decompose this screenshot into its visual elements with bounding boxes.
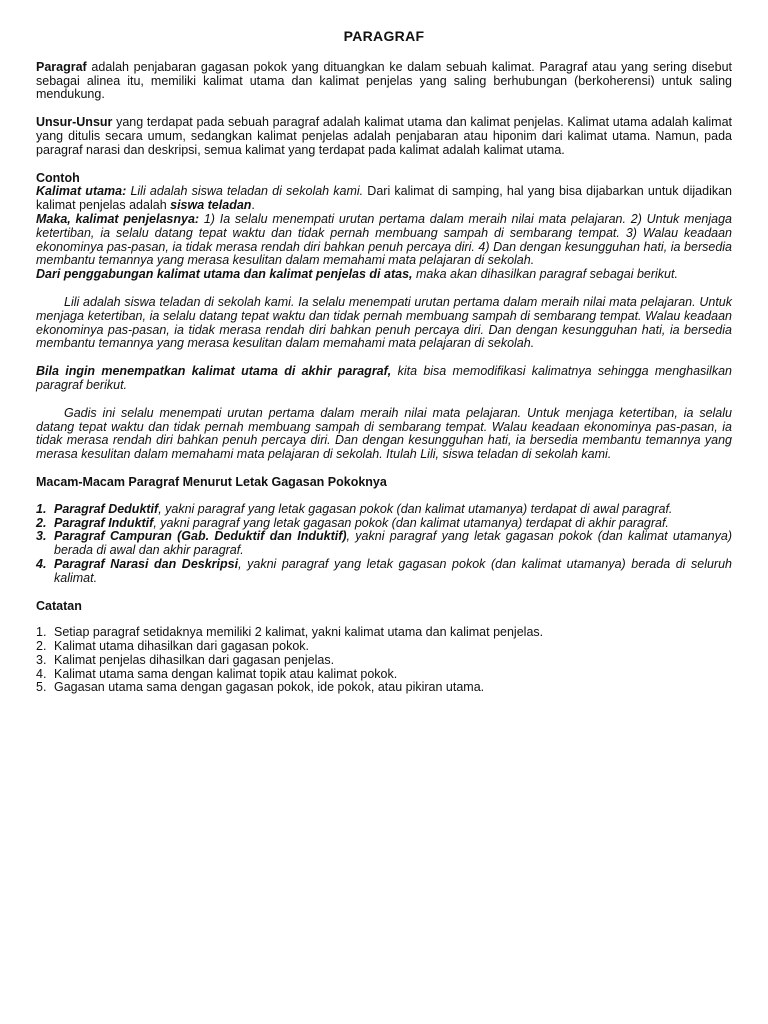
note-item	[36, 654, 732, 668]
samping-text: Dari kalimat di samping, hal yang bisa dijabarkan untuk dijadikan kalimat penjelas adalah	[36, 184, 732, 213]
list-item-number: 1.	[36, 501, 47, 516]
example-paragraph-2	[36, 407, 732, 462]
period: .	[251, 198, 255, 213]
note-item	[36, 626, 732, 640]
gabung-paragraph	[36, 268, 732, 282]
catatan-heading: Catatan	[36, 598, 82, 613]
penjelas-text: 1) Ia selalu menempati urutan pertama dalam meraih nilai mata pelajaran. 2) Untuk menjaga ketertiban, ia selalu datang tepat waktu dan tidak pernah membuang sampah di sembarang tempat. 3) Walau keadaan ekonominya pas-pasan, ia tidak merasa rendah diri bahkan penuh percaya diri. 4) Dan dengan kesungguhan hati, ia bersedia membantu temannya yang merasa kesulitan dalam memahami mata pelajaran di sekolah.	[36, 211, 732, 268]
list-item-desc: , yakni paragraf yang letak gagasan pokok (dan kalimat utamanya) terdapat di awal paragraf.	[158, 501, 673, 516]
list-item-number: 3.	[36, 529, 47, 544]
list-item-name: Paragraf Narasi dan Deskripsi	[54, 556, 239, 571]
note-number: 4.	[36, 666, 47, 681]
list-item-desc: , yakni paragraf yang letak gagasan pokok (dan kalimat utamanya) berada di seluruh kalimat.	[54, 556, 732, 585]
contoh-heading: Contoh	[36, 170, 80, 185]
list-item-number: 4.	[36, 556, 47, 571]
akhir-paragraph	[36, 365, 732, 393]
note-item	[36, 668, 732, 682]
macam-heading: Macam-Macam Paragraf Menurut Letak Gagasan Pokoknya	[36, 474, 387, 489]
gabung-text: maka akan dihasilkan paragraf sebagai berikut.	[412, 267, 678, 282]
intro-paragraph	[36, 61, 732, 102]
intro-term: Paragraf	[36, 59, 87, 74]
note-number: 2.	[36, 639, 47, 654]
example-paragraph-2-text: Gadis ini selalu menempati urutan pertama dalam meraih nilai mata pelajaran. Untuk menjaga ketertiban, ia selalu datang tepat waktu dan tidak pernah membuang sampah di sembarang tempat. Walau keadaan ekonominya pas-pasan, ia tidak merasa rendah diri bahkan penuh percaya diri. Dan dengan kesungguhan hati, ia bersedia membantu temannya yang merasa kesulitan dalam memahami mata pelajaran di sekolah. Itulah Lili, siswa teladan di sekolah kami.	[36, 405, 732, 462]
list-item	[36, 517, 732, 531]
unsur-text: yang terdapat pada sebuah paragraf adalah kalimat utama dan kalimat penjelas. Kalimat utama adalah kalimat yang ditulis secara umum, sedangkan kalimat penjelas adalah penjabaran atau hiponim dari kalimat utama. Namun, pada paragraf narasi dan deskripsi, semua kalimat yang terdapat pada kalimat adalah kalimat utama.	[36, 115, 732, 157]
list-item-number: 2.	[36, 515, 47, 530]
akhir-label: Bila ingin menempatkan kalimat utama di akhir paragraf,	[36, 364, 392, 379]
list-item-name: Paragraf Campuran (Gab. Deduktif dan Induktif)	[54, 529, 347, 544]
list-item	[36, 530, 732, 558]
note-item	[36, 640, 732, 654]
note-number: 1.	[36, 625, 47, 640]
list-item-name: Paragraf Deduktif	[54, 501, 159, 516]
list-item-desc: , yakni paragraf yang letak gagasan pokok (dan kalimat utamanya) berada di awal dan akhir paragraf.	[54, 529, 732, 558]
notes-list	[36, 626, 732, 695]
note-text: Gagasan utama sama dengan gagasan pokok, ide pokok, atau pikiran utama.	[54, 680, 485, 695]
kalimat-utama-label: Kalimat utama:	[36, 184, 127, 199]
siswa-teladan: siswa teladan	[170, 198, 252, 213]
paragraph-types-list	[36, 503, 732, 586]
unsur-paragraph	[36, 116, 732, 157]
list-item-name: Paragraf Induktif	[54, 515, 154, 530]
page-title: PARAGRAF	[343, 28, 425, 44]
note-item	[36, 681, 732, 695]
note-text: Kalimat penjelas dihasilkan dari gagasan penjelas.	[54, 652, 335, 667]
list-item-desc: , yakni paragraf yang letak gagasan pokok (dan kalimat utamanya) terdapat di akhir paragraf.	[153, 515, 669, 530]
note-number: 3.	[36, 652, 47, 667]
list-item	[36, 503, 732, 517]
intro-text: adalah penjabaran gagasan pokok yang dituangkan ke dalam sebuah kalimat. Paragraf atau yang sering disebut sebagai alinea itu, memiliki kalimat utama dan kalimat penjelas yang saling berhubungan (berkoherensi) untuk saling mendukung.	[36, 59, 732, 102]
note-text: Kalimat utama dihasilkan dari gagasan pokok.	[54, 639, 310, 654]
kalimat-utama-line	[36, 185, 732, 213]
unsur-term: Unsur-Unsur	[36, 115, 113, 130]
example-paragraph-1	[36, 296, 732, 351]
note-text: Kalimat utama sama dengan kalimat topik atau kalimat pokok.	[54, 666, 398, 681]
note-number: 5.	[36, 680, 47, 695]
list-item	[36, 558, 732, 586]
penjelas-paragraph	[36, 213, 732, 268]
gabung-label: Dari penggabungan kalimat utama dan kalimat penjelas di atas,	[36, 267, 413, 282]
example-paragraph-1-text: Lili adalah siswa teladan di sekolah kami. Ia selalu menempati urutan pertama dalam meraih nilai mata pelajaran. Untuk menjaga ketertiban, ia selalu datang tepat waktu dan tidak pernah membuang sampah di sembarang tempat. Walau keadaan ekonominya pas-pasan, ia tidak merasa rendah diri bahkan penuh percaya diri. Dan dengan kesungguhan hati, ia bersedia membantu temannya yang merasa kesulitan dalam memahami mata pelajaran di sekolah.	[36, 294, 732, 351]
akhir-text: kita bisa memodifikasi kalimatnya sehingga menghasilkan paragraf berikut.	[36, 364, 732, 392]
kalimat-utama-text: Lili adalah siswa teladan di sekolah kami.	[126, 184, 364, 199]
penjelas-label: Maka, kalimat penjelasnya:	[36, 211, 200, 226]
note-text: Setiap paragraf setidaknya memiliki 2 kalimat, yakni kalimat utama dan kalimat penjelas.	[54, 625, 544, 640]
